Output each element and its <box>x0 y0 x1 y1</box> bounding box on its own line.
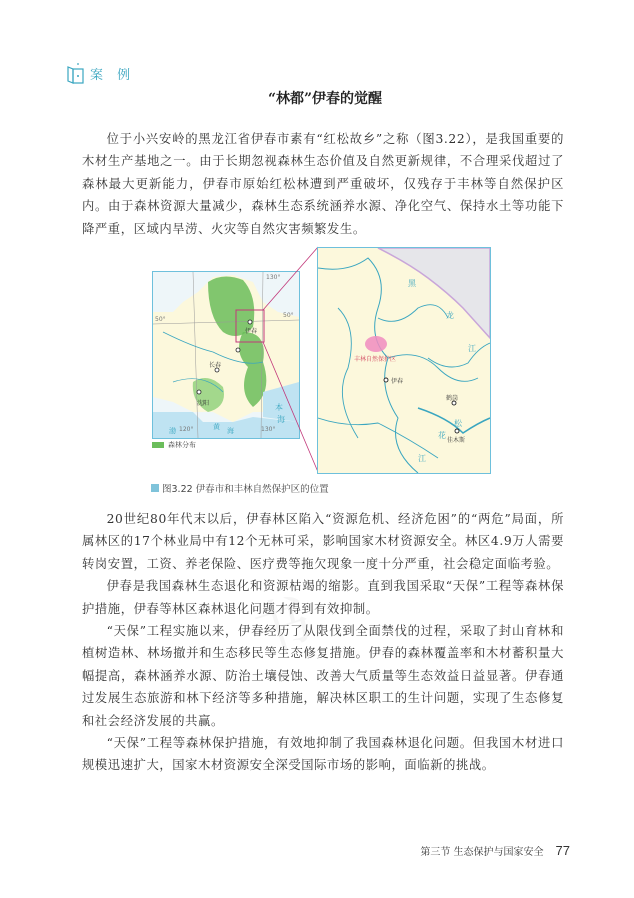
river-label: 松 <box>454 419 462 428</box>
city-label: 佳木斯 <box>447 437 466 444</box>
city-label: 伊春 <box>245 328 258 335</box>
river-label: 黑 <box>408 279 416 288</box>
paragraph-5: “天保”工程等森林保护措施，有效地抑制了我国森林退化问题。但我国木材进口规模迅速扩大，国家木材资源安全深受国际市场的影响，面临新的挑战。 <box>82 736 564 773</box>
footer-section: 第三节 生态保护与国家安全 <box>420 847 544 858</box>
sea-label: 本 <box>275 403 283 412</box>
lat-label: 50° <box>283 312 294 319</box>
city-label: 伊春 <box>391 378 404 385</box>
sea-label: 渤 <box>169 427 176 435</box>
case-section-tag <box>66 62 135 84</box>
paragraph-3: 伊春是我国森林生态退化和资源枯竭的缩影。直到我国采取“天保”工程等森林保护措施，伊春等林区森林退化问题才得到有效抑制。 <box>82 579 564 616</box>
reserve-label: 丰林自然保护区 <box>354 356 397 363</box>
river-label: 江 <box>468 344 476 353</box>
river-label: 花 <box>438 431 446 440</box>
caption-marker-icon <box>151 484 159 492</box>
map-legend <box>152 440 196 450</box>
sea-label: 海 <box>227 427 234 435</box>
paragraph-1: 位于小兴安岭的黑龙江省伊春市素有“红松故乡”之称（图3.22），是我国重要的木材生产基地之一。由于长期忽视森林生态价值及自然更新规律，不合理采伐超过了森林最大更新能力，伊春市原始红松林遭到严重破坏，仅残存于丰林等自然保护区内。由于森林资源大量减少，森林生态系统涵养水源、净化空气、保持水土等功能下降严重，区域内旱涝、火灾等自然灾害频繁发生。 <box>82 132 564 236</box>
watermark: 书 <box>242 585 321 671</box>
river-label: 龙 <box>446 311 454 320</box>
figure-3-22 <box>148 244 492 476</box>
river-label: 江 <box>418 454 426 463</box>
yichun-detail-map <box>317 247 491 474</box>
city-label: 沈阳 <box>197 400 210 407</box>
paragraph-4: “天保”工程实施以来，伊春经历了从限伐到全面禁伐的过程，采取了封山育林和植树造林、林场撤并和生态移民等生态修复措施。伊春的森林覆盖率和木材蓄积量大幅提高，森林涵养水源、防治土壤侵蚀、改善大气质量等生态效益日益显著。伊春通过发展生态旅游和林下经济等多种措施，解决林区职工的生计问题，实现了生态修复和社会经济发展的共赢。 <box>82 624 564 728</box>
city-label: 长春 <box>209 362 222 369</box>
paragraph-body <box>82 508 564 777</box>
paragraph-intro <box>82 128 564 240</box>
case-label: 案 例 <box>90 67 136 83</box>
paragraph-2: 20世纪80年代末以后，伊春林区陷入“资源危机、经济危困”的“两危”局面，所属林区的17个林业局中有12个无林可采，影响国家木材资源安全。林区4.9万人需要转岗安置，工资、养老保险、医疗费等拖欠现象一度十分严重，社会稳定面临考验。 <box>82 512 564 571</box>
book-icon <box>66 62 84 84</box>
forest-swatch <box>152 442 164 448</box>
lat-label: 50° <box>155 316 166 323</box>
page-title: “林都”伊春的觉醒 <box>267 91 383 107</box>
city-label: 鹤岗 <box>446 395 459 402</box>
figure-caption <box>151 481 329 495</box>
sea-label: 海 <box>277 415 285 424</box>
page-footer <box>420 843 570 858</box>
lon-label: 130° <box>261 426 276 433</box>
caption-text: 图3.22 伊春市和丰林自然保护区的位置 <box>162 484 329 495</box>
sea-label: 黄 <box>213 423 220 431</box>
legend-label: 森林分布 <box>168 441 196 449</box>
page-number: 77 <box>555 843 570 858</box>
lon-label: 130° <box>266 274 281 281</box>
lon-label: 120° <box>179 426 194 433</box>
